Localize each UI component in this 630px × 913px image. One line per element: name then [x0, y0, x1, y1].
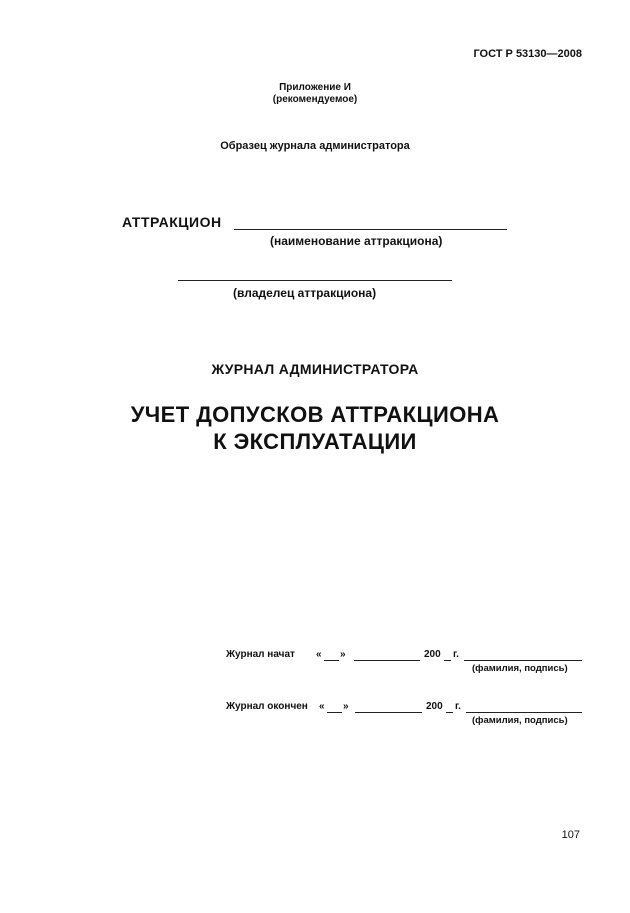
main-title-line-1: УЧЕТ ДОПУСКОВ АТТРАКЦИОНА	[130, 402, 500, 427]
owner-line	[178, 280, 452, 281]
started-quote-open: «	[316, 649, 322, 660]
started-quote-close: »	[340, 649, 346, 660]
finished-year-suffix: г.	[455, 701, 461, 712]
standard-code: ГОСТ Р 53130—2008	[473, 48, 582, 60]
journal-started-label: Журнал начат	[226, 649, 295, 660]
finished-year-prefix: 200	[426, 701, 443, 712]
owner-caption: (владелец аттракциона)	[233, 286, 377, 300]
attraction-label: АТТРАКЦИОН	[122, 214, 222, 230]
sample-title: Образец журнала администратора	[220, 140, 410, 152]
appendix-note: (рекомендуемое)	[272, 94, 358, 105]
journal-finished-label: Журнал окончен	[226, 701, 308, 712]
attraction-name-line	[234, 229, 507, 230]
finished-quote-open: «	[319, 701, 325, 712]
finished-year-line	[446, 712, 453, 713]
appendix-title: Приложение И	[279, 82, 351, 93]
main-title-line-2: К ЭКСПЛУАТАЦИИ	[213, 429, 417, 454]
started-year-suffix: г.	[453, 649, 459, 660]
finished-month-line	[355, 712, 422, 713]
started-day-line	[324, 660, 339, 661]
finished-quote-close: »	[343, 701, 349, 712]
started-month-line	[354, 660, 420, 661]
finished-signature-caption: (фамилия, подпись)	[472, 715, 568, 726]
journal-title: ЖУРНАЛ АДМИНИСТРАТОРА	[211, 361, 419, 377]
page-number: 107	[561, 829, 580, 841]
started-signature-line	[464, 660, 582, 661]
started-signature-caption: (фамилия, подпись)	[472, 663, 568, 674]
started-year-line	[444, 660, 451, 661]
finished-day-line	[327, 712, 342, 713]
attraction-name-caption: (наименование аттракциона)	[270, 234, 443, 248]
finished-signature-line	[466, 712, 582, 713]
started-year-prefix: 200	[424, 649, 441, 660]
